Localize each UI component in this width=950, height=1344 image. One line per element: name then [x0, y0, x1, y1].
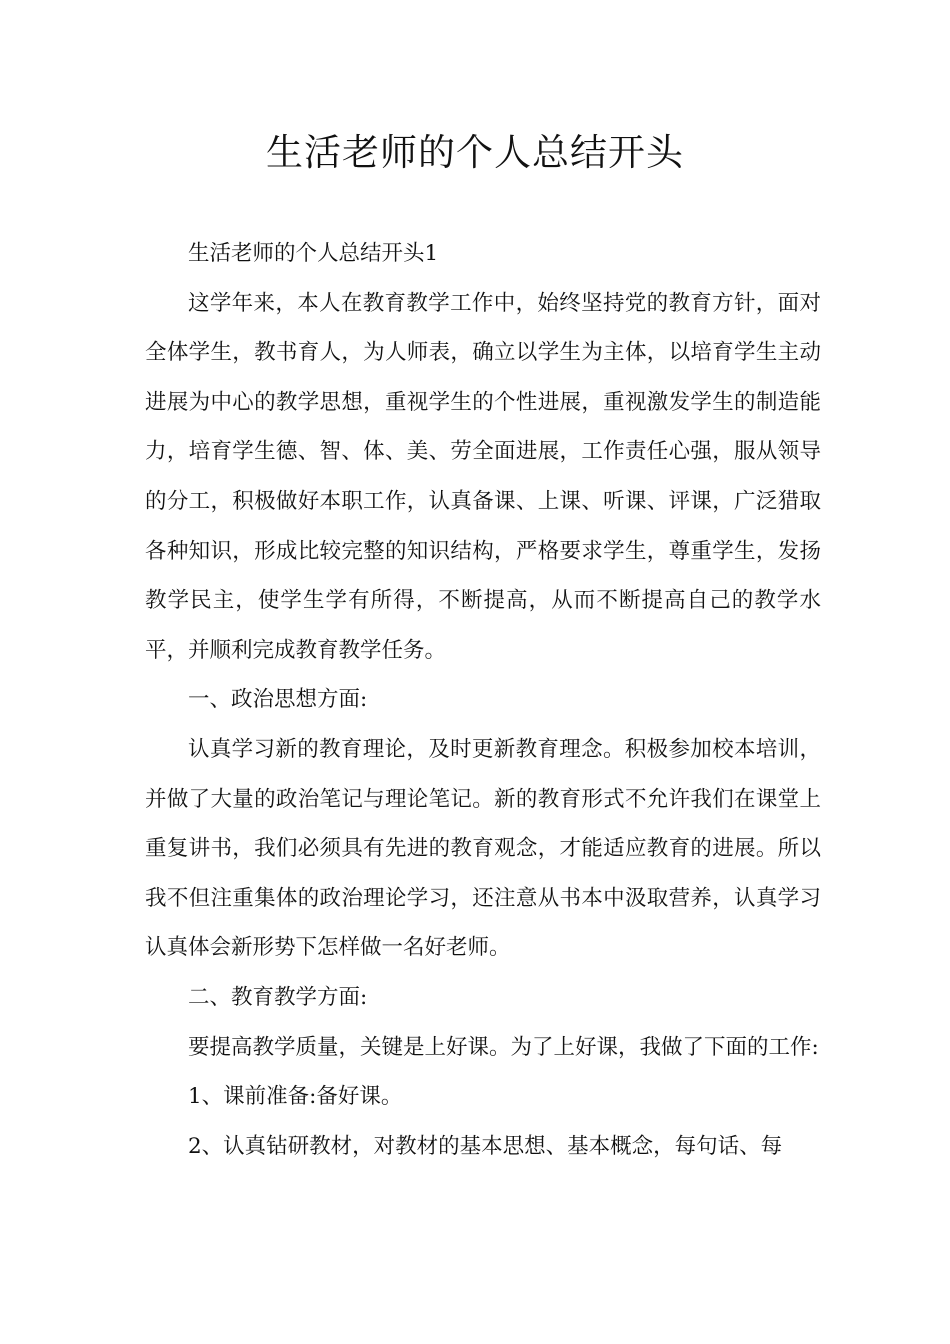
- document-body: [145, 229, 821, 1171]
- section-heading-teaching: 二、教育教学方面:: [188, 984, 368, 1010]
- document-title: 生活老师的个人总结开头: [266, 131, 684, 174]
- list-item-2: 2、认真钻研教材，对教材的基本思想、基本概念，每句话、每: [188, 1133, 783, 1159]
- intro-paragraph: 这学年来，本人在教育教学工作中，始终坚持党的教育方针，面对全体学生，教书育人，为人师表，确立以学生为主体，以培育学生主动进展为中心的教学思想，重视学生的个性进展，重视激发学生的制造能力，培育学生德、智、体、美、劳全面进展，工作责任心强，服从领导的分工，积极做好本职工作，认真备课、上课、听课、评课，广泛猎取各种知识，形成比较完整的知识结构，严格要求学生，尊重学生，发扬教学民主，使学生学有所得，不断提高，从而不断提高自己的教学水平，并顺利完成教育教学任务。: [145, 290, 821, 663]
- subtitle-paragraph: 生活老师的个人总结开头1: [188, 241, 439, 266]
- list-item-1: 1、课前准备:备好课。: [188, 1084, 403, 1110]
- politics-paragraph: 认真学习新的教育理论，及时更新教育理念。积极参加校本培训，并做了大量的政治笔记与理论笔记。新的教育形式不允许我们在课堂上重复讲书，我们必须具有先进的教育观念，才能适应教育的进展。所以我不但注重集体的政治理论学习，还注意从书本中汲取营养，认真学习认真体会新形势下怎样做一名好老师。: [145, 736, 821, 961]
- teaching-paragraph: 要提高教学质量，关键是上好课。为了上好课，我做了下面的工作:: [188, 1034, 819, 1060]
- section-heading-politics: 一、政治思想方面:: [188, 687, 368, 713]
